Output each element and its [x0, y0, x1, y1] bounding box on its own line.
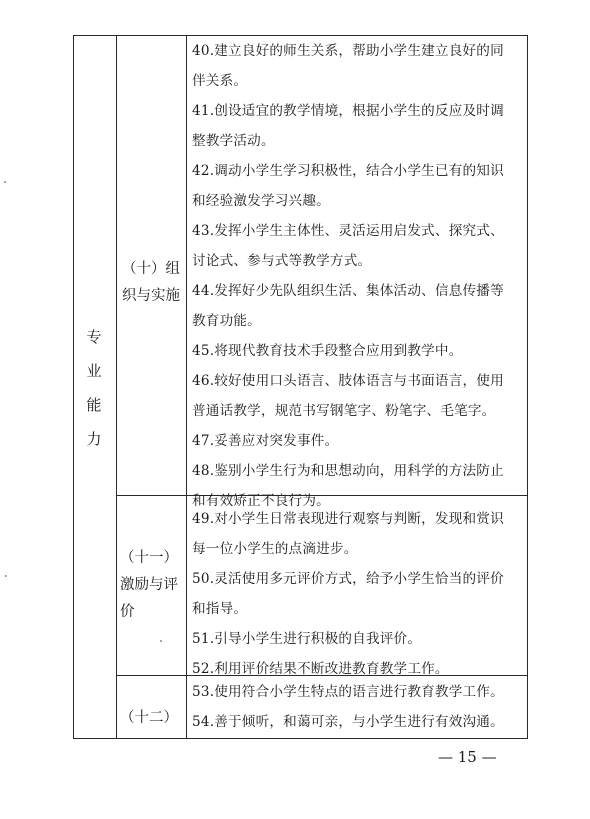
- section-title-line: （十二）: [120, 710, 178, 726]
- list-item: 46.较好使用口头语言、肢体语言与书面语言，使用 普通话教学，规范书写钢笔字、粉笔字、毛笔字。: [192, 373, 504, 419]
- section-title-communication: [120, 705, 178, 732]
- section-items-organization: [192, 36, 522, 516]
- list-item: 40.建立良好的师生关系，帮助小学生建立良好的同 伴关系。: [192, 43, 504, 89]
- list-item: 45.将现代教育技术手段整合应用到教学中。: [192, 343, 463, 359]
- scan-speck: [5, 575, 7, 577]
- column-divider-1: [116, 36, 117, 738]
- list-item: 49.对小学生日常表现进行观察与判断，发现和赏识 每一位小学生的点滴进步。: [192, 511, 504, 557]
- section-items-motivation: [192, 504, 522, 684]
- list-item: 44.发挥好少先队组织生活、集体活动、信息传播等 教育功能。: [192, 283, 504, 329]
- list-item: 48.鉴别小学生行为和思想动向，用科学的方法防止 和有效矫正不良行为。: [192, 463, 504, 509]
- list-item: 54.善于倾听，和蔼可亲，与小学生进行有效沟通。: [192, 714, 504, 730]
- section-title-line: 激励与评: [120, 577, 178, 593]
- scan-speck: [160, 640, 162, 642]
- list-item: 52.利用评价结果不断改进教育教学工作。: [192, 661, 449, 677]
- list-item: 47.妥善应对突发事件。: [192, 433, 339, 449]
- section-title-line: （十）组: [122, 261, 180, 277]
- page-number: — 15 —: [438, 748, 497, 766]
- section-title-line: 价: [120, 604, 135, 620]
- section-title-motivation: [120, 545, 178, 626]
- section-title-line: （十一）: [120, 550, 178, 566]
- list-item: 50.灵活使用多元评价方式，给予小学生恰当的评价 和指导。: [192, 571, 504, 617]
- section-title-organization: [122, 256, 180, 310]
- section-title-line: 织与实施: [122, 288, 180, 304]
- category-char: 力: [86, 430, 102, 448]
- list-item: 43.发挥小学生主体性、灵活运用启发式、探究式、 讨论式、参与式等教学方式。: [192, 223, 504, 269]
- category-char: 能: [86, 396, 102, 414]
- section-items-communication: [192, 677, 522, 737]
- category-char: 专: [86, 328, 102, 346]
- list-item: 51.引导小学生进行积极的自我评价。: [192, 631, 422, 647]
- list-item: 53.使用符合小学生特点的语言进行教育教学工作。: [192, 684, 504, 700]
- scan-speck: [4, 181, 6, 183]
- list-item: 41.创设适宜的教学情境，根据小学生的反应及时调 整教学活动。: [192, 103, 504, 149]
- category-char: 业: [86, 362, 102, 380]
- category-label: [73, 320, 115, 456]
- column-divider-2: [186, 36, 187, 738]
- list-item: 42.调动小学生学习积极性，结合小学生已有的知识 和经验激发学习兴趣。: [192, 163, 504, 209]
